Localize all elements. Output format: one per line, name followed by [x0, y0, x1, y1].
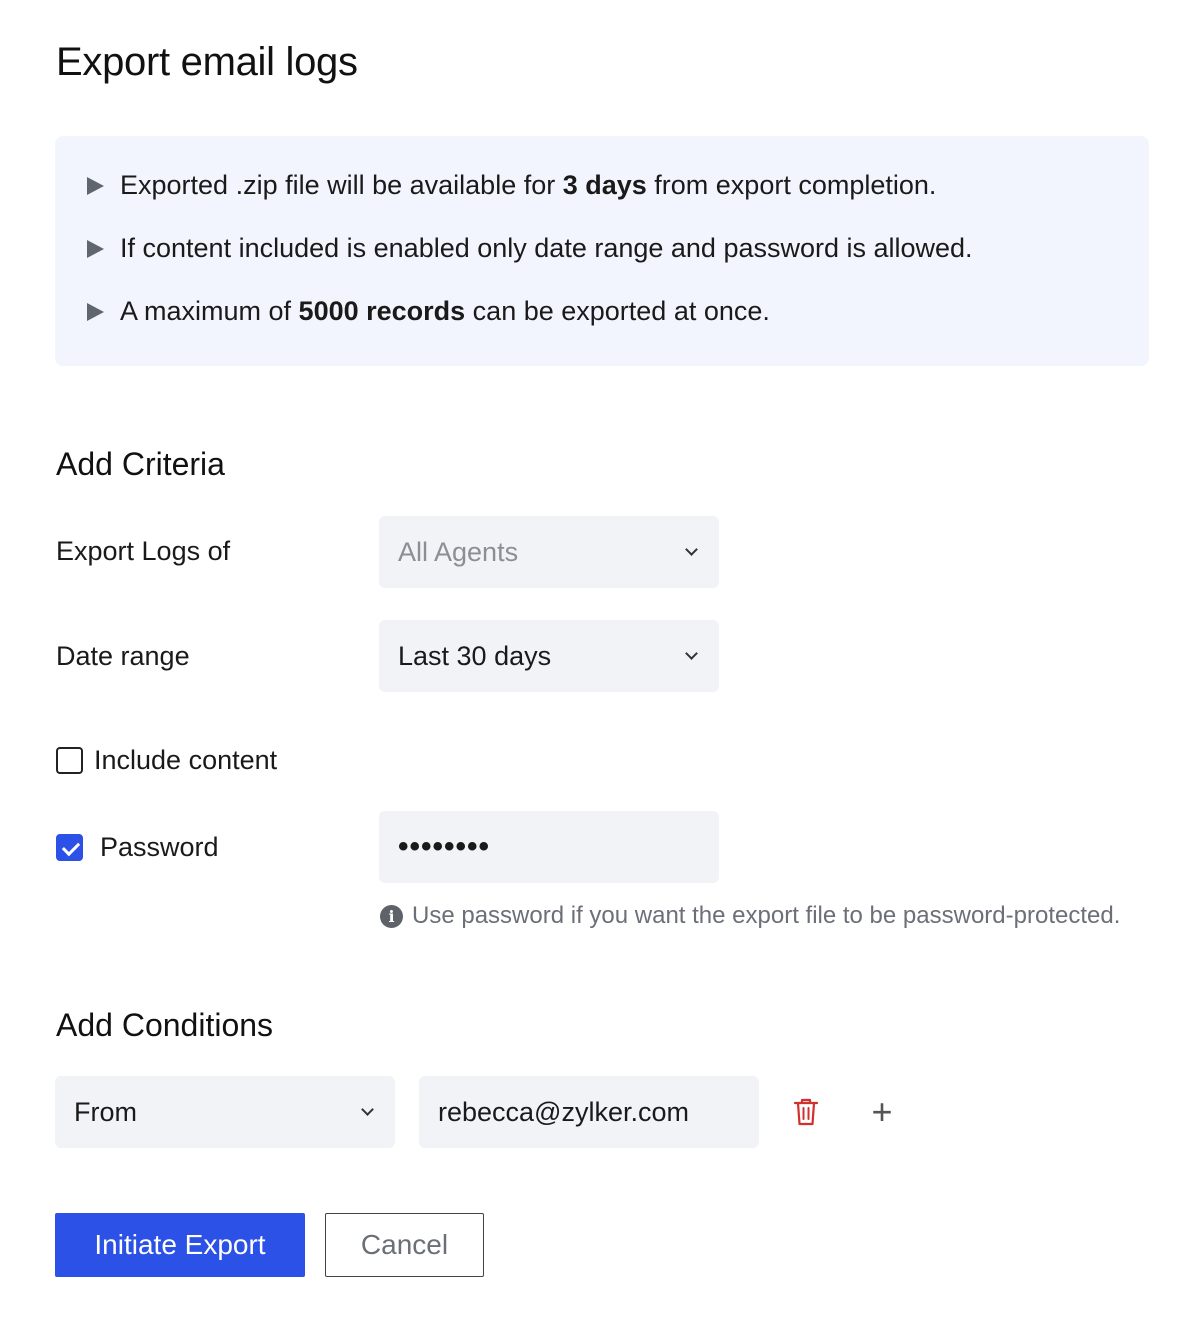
export-logs-select[interactable]	[379, 516, 719, 588]
password-value: ••••••••	[398, 830, 491, 863]
chevron-down-icon	[685, 543, 698, 556]
info-text: If content included is enabled only date range and password is allowed.	[120, 233, 973, 263]
page-title: Export email logs	[56, 40, 358, 84]
password-checkbox[interactable]	[56, 834, 83, 861]
triangle-bullet-icon	[87, 177, 104, 195]
info-text: Exported .zip file will be available for	[120, 170, 563, 200]
date-range-label: Date range	[56, 641, 190, 671]
info-box	[55, 136, 1149, 366]
export-logs-value: All Agents	[398, 536, 519, 567]
password-hint	[380, 902, 1120, 930]
include-content-label: Include content	[94, 745, 278, 775]
conditions-title: Add Conditions	[56, 1007, 274, 1043]
date-range-value: Last 30 days	[398, 640, 552, 671]
password-row	[56, 832, 219, 863]
date-range-select[interactable]	[379, 620, 719, 692]
cancel-button[interactable]: Cancel	[325, 1213, 484, 1277]
triangle-bullet-icon	[87, 240, 104, 258]
include-content-checkbox[interactable]	[56, 747, 83, 774]
chevron-down-icon	[685, 647, 698, 660]
delete-condition-button[interactable]	[786, 1092, 826, 1132]
info-item	[87, 296, 770, 327]
plus-icon: +	[871, 1091, 893, 1132]
trash-icon	[793, 1097, 819, 1127]
info-text: A maximum of	[120, 296, 299, 326]
export-logs-label: Export Logs of	[56, 536, 231, 566]
condition-value-input[interactable]	[419, 1076, 759, 1148]
chevron-down-icon	[361, 1103, 374, 1116]
info-text-bold: 3 days	[562, 170, 647, 200]
password-hint-text: Use password if you want the export file to be password-protected.	[412, 902, 1121, 929]
include-content-row	[56, 745, 277, 776]
info-item	[87, 170, 936, 201]
condition-field-select[interactable]	[55, 1076, 395, 1148]
condition-value: rebecca@zylker.com	[438, 1096, 689, 1127]
password-input[interactable]	[379, 811, 719, 883]
condition-field-value: From	[74, 1096, 137, 1127]
info-text: can be exported at once.	[465, 296, 770, 326]
info-icon: i	[380, 905, 403, 928]
triangle-bullet-icon	[87, 303, 104, 321]
add-condition-button[interactable]	[862, 1092, 902, 1132]
info-text-bold: 5000 records	[298, 296, 466, 326]
info-text: from export completion.	[646, 170, 937, 200]
criteria-title: Add Criteria	[56, 446, 225, 482]
initiate-export-button[interactable]: Initiate Export	[55, 1213, 305, 1277]
password-label: Password	[100, 832, 219, 862]
info-item	[87, 233, 973, 264]
